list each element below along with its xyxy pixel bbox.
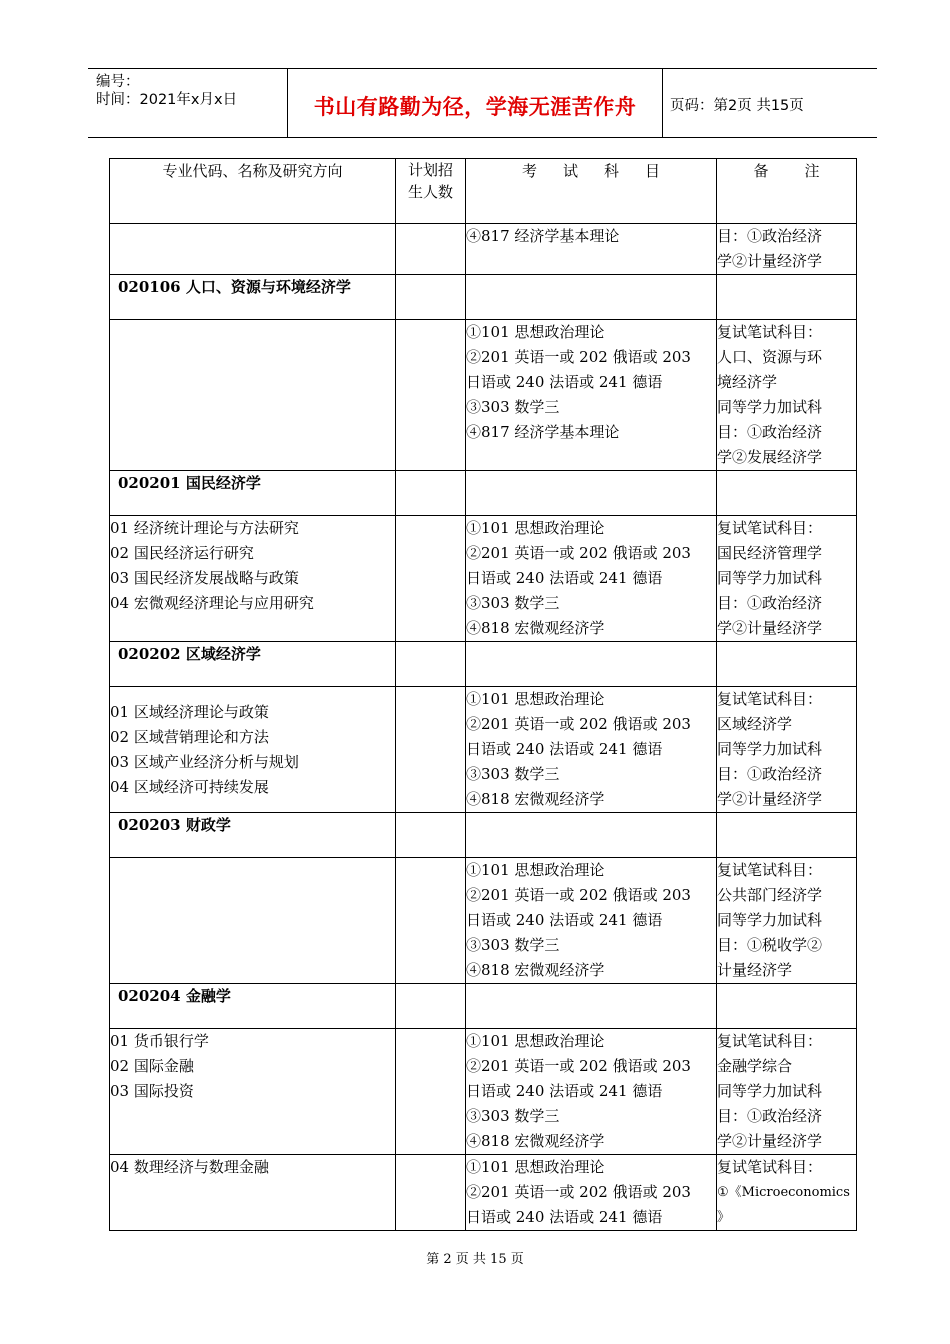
note-line: 金融学综合 bbox=[717, 1057, 793, 1075]
notes-cell bbox=[717, 224, 857, 275]
header-info bbox=[88, 69, 287, 137]
exam-line: 日语或 240 法语或 241 德语 bbox=[466, 1208, 663, 1226]
exam-cell bbox=[466, 1155, 717, 1231]
major-name: 020201 国民经济学 bbox=[110, 471, 396, 516]
exam-line: ①101 思想政治理论 bbox=[466, 690, 605, 708]
major-row bbox=[110, 984, 857, 1029]
notes-cell bbox=[717, 687, 857, 813]
note-line: 同等学力加试科 bbox=[717, 569, 823, 587]
note-line: 复试笔试科目： bbox=[717, 1158, 823, 1176]
header-page-cell bbox=[662, 69, 877, 137]
quota-cell bbox=[396, 1029, 466, 1155]
table-row bbox=[110, 516, 857, 642]
major-name: 020202 区域经济学 bbox=[110, 642, 396, 687]
exam-cell bbox=[466, 224, 717, 275]
note-line: 复试笔试科目： bbox=[717, 1032, 823, 1050]
notes-cell bbox=[717, 1155, 857, 1231]
note-line: 学②发展经济学 bbox=[717, 448, 823, 466]
notes-cell bbox=[717, 1029, 857, 1155]
note-line: 》 bbox=[717, 1210, 731, 1225]
note-line: 学②计量经济学 bbox=[717, 619, 823, 637]
page-footer: 第 2 页 共 15 页 bbox=[426, 1252, 524, 1267]
direction-item: 01 区域经济理论与政策 bbox=[110, 703, 269, 721]
header-quota-line2: 生人数 bbox=[407, 183, 453, 201]
table-row bbox=[110, 1029, 857, 1155]
note-line: 学②计量经济学 bbox=[717, 1132, 823, 1150]
directions-cell bbox=[110, 858, 396, 984]
exam-line: ③303 数学三 bbox=[466, 398, 560, 416]
note-line: 境经济学 bbox=[717, 373, 778, 391]
directions-cell bbox=[110, 320, 396, 471]
major-row bbox=[110, 642, 857, 687]
direction-item: 03 国民经济发展战略与政策 bbox=[110, 569, 299, 587]
table-row bbox=[110, 687, 857, 813]
page-header bbox=[88, 68, 877, 138]
exam-line: 日语或 240 法语或 241 德语 bbox=[466, 569, 663, 587]
header-major: 专业代码、名称及研究方向 bbox=[110, 159, 396, 224]
exam-subject-table bbox=[109, 158, 857, 1231]
exam-line: ④818 宏微观经济学 bbox=[466, 1132, 605, 1150]
note-line: 同等学力加试科 bbox=[717, 398, 823, 416]
directions-cell bbox=[110, 516, 396, 642]
note-line: 目：①政治经济 bbox=[717, 1107, 823, 1125]
document-time-label: 时间：2021年x月x日 bbox=[96, 92, 238, 108]
directions-cell bbox=[110, 1029, 396, 1155]
note-line: 计量经济学 bbox=[717, 961, 793, 979]
direction-item: 04 区域经济可持续发展 bbox=[110, 778, 269, 796]
note-line: 公共部门经济学 bbox=[717, 886, 823, 904]
note-line: 复试笔试科目： bbox=[717, 690, 823, 708]
note-line: 复试笔试科目： bbox=[717, 861, 823, 879]
exam-line: ②201 英语一或 202 俄语或 203 bbox=[466, 348, 691, 366]
exam-line: ④818 宏微观经济学 bbox=[466, 961, 605, 979]
exam-line: ①101 思想政治理论 bbox=[466, 519, 605, 537]
exam-line: ②201 英语一或 202 俄语或 203 bbox=[466, 1183, 691, 1201]
notes-cell bbox=[717, 320, 857, 471]
major-row bbox=[110, 471, 857, 516]
exam-line: ②201 英语一或 202 俄语或 203 bbox=[466, 715, 691, 733]
direction-item: 03 区域产业经济分析与规划 bbox=[110, 753, 299, 771]
directions-cell bbox=[110, 687, 396, 813]
directions-cell bbox=[110, 1155, 396, 1231]
direction-item: 01 货币银行学 bbox=[110, 1032, 209, 1050]
table-row bbox=[110, 858, 857, 984]
header-quota bbox=[396, 159, 466, 224]
note-line: 目：①政治经济 bbox=[717, 423, 823, 441]
major-row bbox=[110, 275, 857, 320]
direction-item: 02 国际金融 bbox=[110, 1057, 194, 1075]
exam-line: ②201 英语一或 202 俄语或 203 bbox=[466, 544, 691, 562]
slogan: 书山有路勤为径，学海无涯苦作舟 bbox=[313, 95, 637, 119]
exam-cell bbox=[466, 858, 717, 984]
note-line: 同等学力加试科 bbox=[717, 911, 823, 929]
exam-line: ③303 数学三 bbox=[466, 936, 560, 954]
document-number-label: 编号： bbox=[96, 74, 140, 90]
table-row bbox=[110, 320, 857, 471]
quota-cell bbox=[396, 320, 466, 471]
notes-cell bbox=[717, 516, 857, 642]
note-line: 学②计量经济学 bbox=[717, 252, 823, 270]
quota-cell bbox=[396, 1155, 466, 1231]
exam-line: ④817 经济学基本理论 bbox=[466, 423, 620, 441]
note-line: 学②计量经济学 bbox=[717, 790, 823, 808]
quota-cell bbox=[396, 687, 466, 813]
note-line: 目：①政治经济 bbox=[717, 227, 823, 245]
notes-cell bbox=[717, 858, 857, 984]
exam-line: ①101 思想政治理论 bbox=[466, 1032, 605, 1050]
note-line: 复试笔试科目： bbox=[717, 323, 823, 341]
exam-line: ④817 经济学基本理论 bbox=[466, 227, 620, 245]
direction-item: 02 国民经济运行研究 bbox=[110, 544, 254, 562]
exam-line: ③303 数学三 bbox=[466, 765, 560, 783]
exam-line: 日语或 240 法语或 241 德语 bbox=[466, 373, 663, 391]
note-line: 国民经济管理学 bbox=[717, 544, 823, 562]
exam-line: ①101 思想政治理论 bbox=[466, 861, 605, 879]
exam-cell bbox=[466, 687, 717, 813]
header-notes bbox=[717, 159, 857, 224]
header-exam-text: 考试科目 bbox=[521, 162, 686, 180]
quota-cell bbox=[396, 224, 466, 275]
quota-cell bbox=[396, 516, 466, 642]
exam-line: 日语或 240 法语或 241 德语 bbox=[466, 740, 663, 758]
header-quota-line1: 计划招 bbox=[407, 161, 453, 179]
exam-cell bbox=[466, 320, 717, 471]
exam-line: ④818 宏微观经济学 bbox=[466, 790, 605, 808]
note-line: ①《Microeconomics bbox=[717, 1185, 850, 1200]
header-slogan-cell bbox=[287, 69, 663, 137]
header-notes-text: 备注 bbox=[753, 162, 856, 180]
exam-cell bbox=[466, 516, 717, 642]
note-line: 人口、资源与环 bbox=[717, 348, 823, 366]
major-name: 020203 财政学 bbox=[110, 813, 396, 858]
direction-item: 02 区域营销理论和方法 bbox=[110, 728, 269, 746]
direction-item: 03 国际投资 bbox=[110, 1082, 194, 1100]
exam-line: ①101 思想政治理论 bbox=[466, 323, 605, 341]
exam-line: ②201 英语一或 202 俄语或 203 bbox=[466, 886, 691, 904]
major-name: 020106 人口、资源与环境经济学 bbox=[110, 275, 396, 320]
direction-item: 04 宏微观经济理论与应用研究 bbox=[110, 594, 314, 612]
note-line: 目：①政治经济 bbox=[717, 765, 823, 783]
major-name: 020204 金融学 bbox=[110, 984, 396, 1029]
note-line: 同等学力加试科 bbox=[717, 1082, 823, 1100]
quota-cell bbox=[396, 858, 466, 984]
note-line: 区域经济学 bbox=[717, 715, 793, 733]
direction-item: 04 数理经济与数理金融 bbox=[110, 1158, 269, 1176]
major-row bbox=[110, 813, 857, 858]
note-line: 目：①税收学② bbox=[717, 936, 823, 954]
direction-item: 01 经济统计理论与方法研究 bbox=[110, 519, 299, 537]
header-exam bbox=[466, 159, 717, 224]
table-row bbox=[110, 1155, 857, 1231]
exam-line: 日语或 240 法语或 241 德语 bbox=[466, 911, 663, 929]
exam-line: 日语或 240 法语或 241 德语 bbox=[466, 1082, 663, 1100]
exam-line: ④818 宏微观经济学 bbox=[466, 619, 605, 637]
exam-line: ①101 思想政治理论 bbox=[466, 1158, 605, 1176]
page-indicator: 页码：第2页 共15页 bbox=[670, 98, 804, 114]
exam-line: ③303 数学三 bbox=[466, 594, 560, 612]
directions-cell bbox=[110, 224, 396, 275]
note-line: 复试笔试科目： bbox=[717, 519, 823, 537]
exam-line: ②201 英语一或 202 俄语或 203 bbox=[466, 1057, 691, 1075]
exam-line: ③303 数学三 bbox=[466, 1107, 560, 1125]
note-line: 目：①政治经济 bbox=[717, 594, 823, 612]
table-row bbox=[110, 224, 857, 275]
table-header-row bbox=[110, 159, 857, 224]
exam-cell bbox=[466, 1029, 717, 1155]
note-line: 同等学力加试科 bbox=[717, 740, 823, 758]
